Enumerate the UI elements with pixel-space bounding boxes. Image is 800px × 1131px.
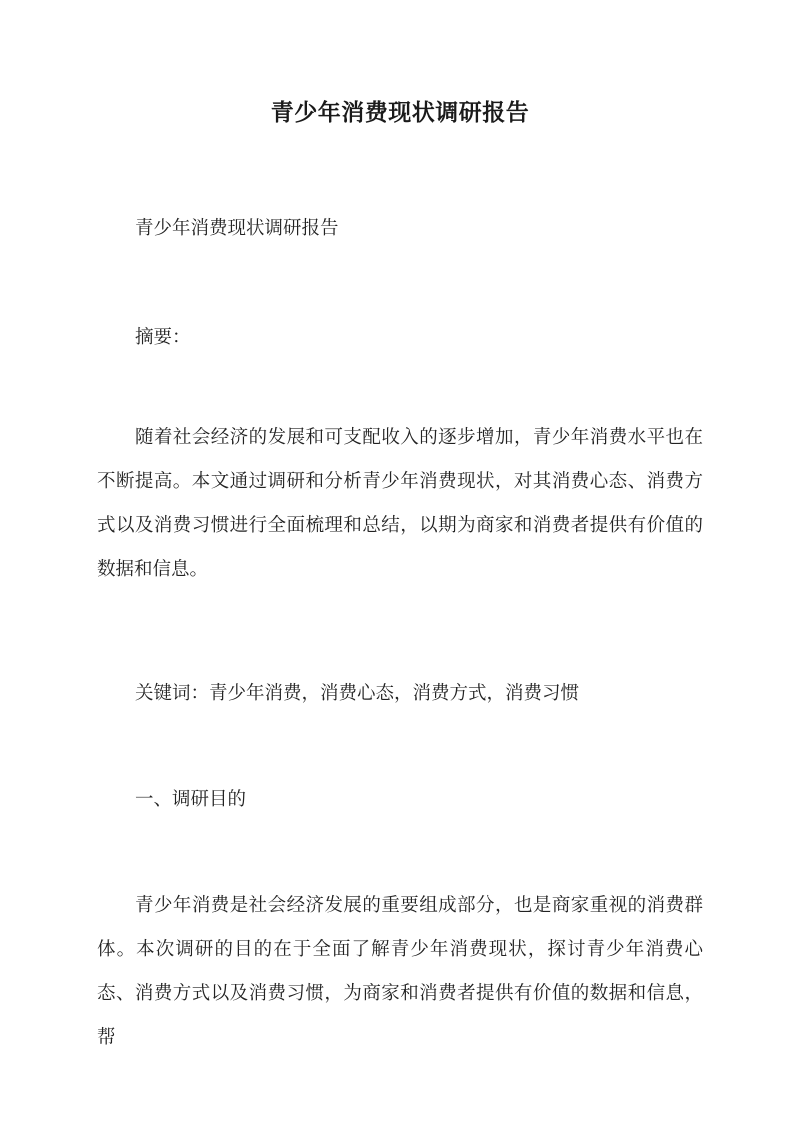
- subtitle-paragraph: 青少年消费现状调研报告: [135, 218, 339, 239]
- document-title: 青少年消费现状调研报告: [270, 99, 530, 126]
- section-heading-purpose: 一、调研目的: [135, 789, 247, 810]
- section-purpose-paragraph: 青少年消费是社会经济发展的重要组成部分，也是商家重视的消费群体。本次调研的目的在于全面了解青少年消费现状，探讨青少年消费心态、消费方式以及消费习惯，为商家和消费者提供有价值的数据和信息，帮: [97, 895, 703, 1048]
- abstract-heading: 摘要：: [135, 327, 191, 348]
- keywords-paragraph: 关键词：青少年消费，消费心态，消费方式，消费习惯: [135, 683, 580, 704]
- abstract-paragraph: 随着社会经济的发展和可支配收入的逐步增加，青少年消费水平也在不断提高。本文通过调研和分析青少年消费现状，对其消费心态、消费方式以及消费习惯进行全面梳理和总结，以期为商家和消费者提供有价值的数据和信息。: [97, 427, 703, 580]
